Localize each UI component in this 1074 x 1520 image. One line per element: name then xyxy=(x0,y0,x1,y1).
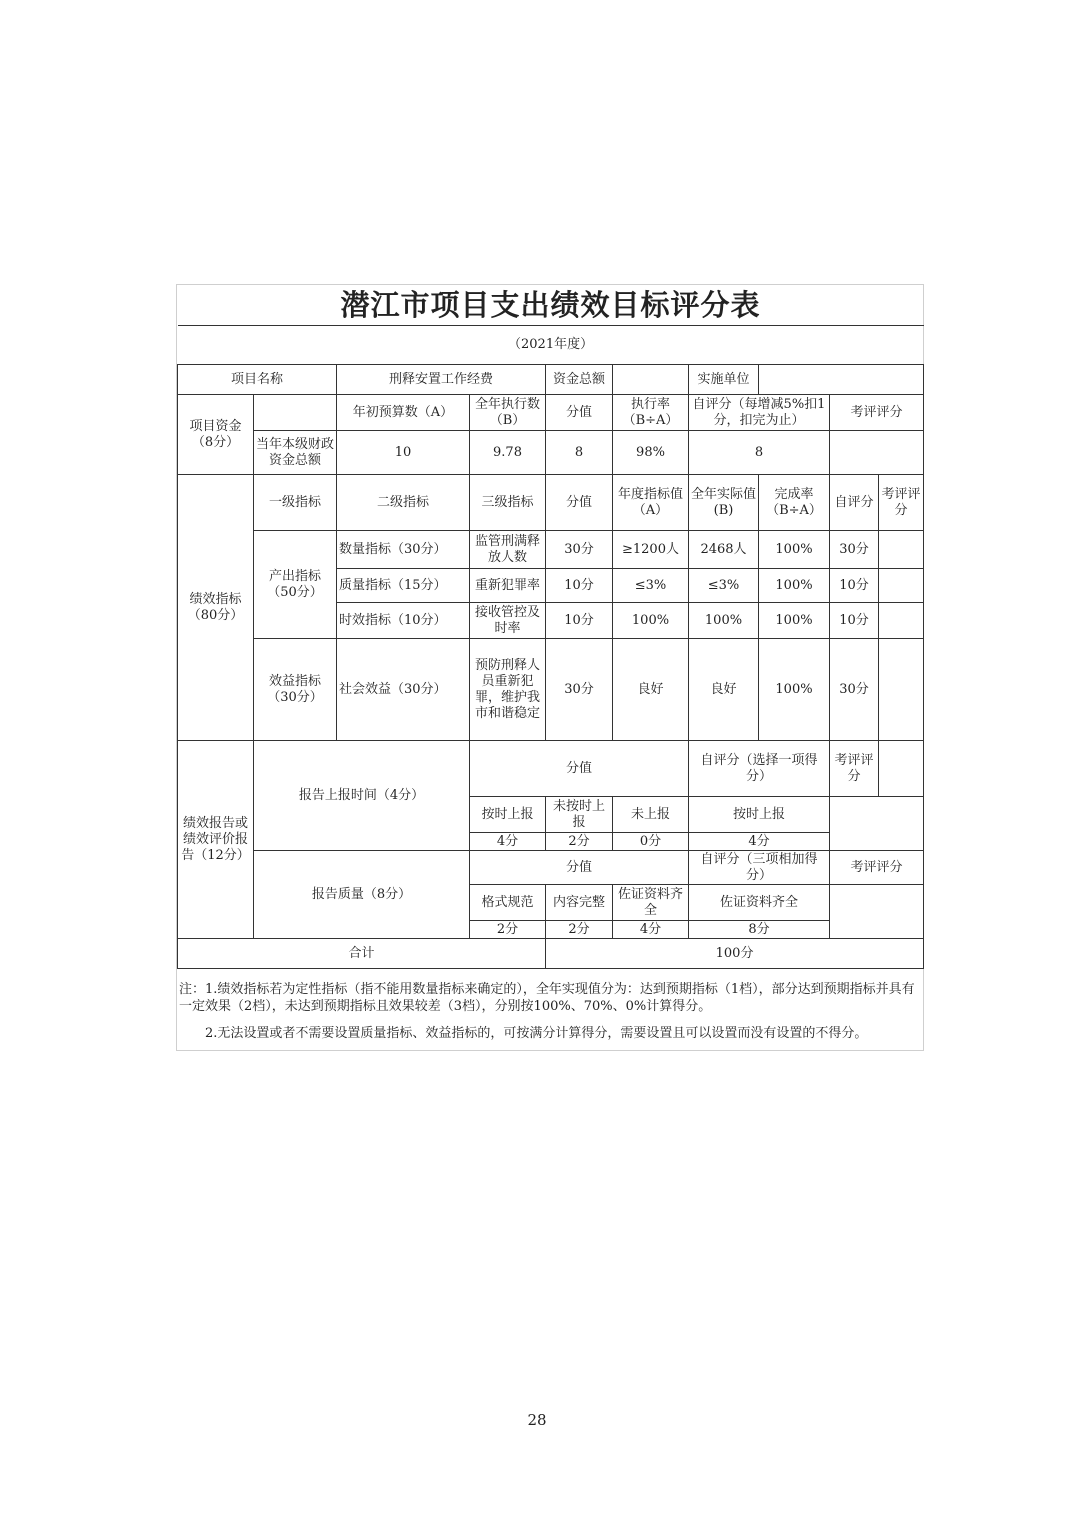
timing-option-score: 4分 xyxy=(470,833,546,851)
quality-option: 内容完整 xyxy=(546,885,613,921)
ind-rate: 100% xyxy=(759,603,830,639)
ind-level3: 接收管控及时率 xyxy=(470,603,546,639)
impl-unit-label: 实施单位 xyxy=(689,365,759,395)
table-row xyxy=(178,531,924,569)
ind-self: 30分 xyxy=(830,639,879,741)
ind-target: ≥1200人 xyxy=(613,531,689,569)
timing-review xyxy=(830,797,924,851)
ind-actual: 良好 xyxy=(689,639,759,741)
score-sheet xyxy=(176,284,924,1051)
ind-score: 30分 xyxy=(546,531,613,569)
report-timing-blank xyxy=(879,741,924,797)
note-2: 2.无法设置或者不需要设置质量指标、效益指标的，可按满分计算得分，需要设置且可以设置而没有设置的不得分。 xyxy=(205,1026,868,1041)
report-quality-label: 报告质量（8分） xyxy=(254,851,470,939)
ind-actual: 100% xyxy=(689,603,759,639)
timing-self-choice: 按时上报 xyxy=(689,797,830,833)
funds-b: 9.78 xyxy=(470,431,546,475)
ind-level3: 预防刑释人员重新犯罪，维护我市和谐稳定 xyxy=(470,639,546,741)
report-section-label: 绩效报告或绩效评价报告（12分） xyxy=(178,741,254,939)
ind-actual: 2468人 xyxy=(689,531,759,569)
report-quality-review-label: 考评评分 xyxy=(830,851,924,885)
indicators-section-label: 绩效指标（80分） xyxy=(178,475,254,741)
score-table xyxy=(177,285,924,969)
ind-h-actual: 全年实际值(B) xyxy=(689,475,759,531)
page-number: 28 xyxy=(527,1411,547,1429)
ind-h-level2: 二级指标 xyxy=(337,475,470,531)
ind-h-score: 分值 xyxy=(546,475,613,531)
ind-h-level3: 三级指标 xyxy=(470,475,546,531)
timing-option-score: 0分 xyxy=(613,833,689,851)
funds-rate: 98% xyxy=(613,431,689,475)
project-name-label: 项目名称 xyxy=(178,365,337,395)
sheet-year: （2021年度） xyxy=(178,326,924,365)
quality-option-score: 2分 xyxy=(470,921,546,939)
ind-rate: 100% xyxy=(759,569,830,603)
ind-actual: ≤3% xyxy=(689,569,759,603)
project-name: 刑释安置工作经费 xyxy=(337,365,546,395)
fund-total xyxy=(613,365,689,395)
notes xyxy=(177,969,923,1050)
report-timing-self-label: 自评分（选择一项得分） xyxy=(689,741,830,797)
ind-self: 10分 xyxy=(830,569,879,603)
ind-review xyxy=(879,603,924,639)
quality-option-score: 4分 xyxy=(613,921,689,939)
ind-rate: 100% xyxy=(759,639,830,741)
timing-option: 未按时上报 xyxy=(546,797,613,833)
quality-self-score: 8分 xyxy=(689,921,830,939)
ind-target: 100% xyxy=(613,603,689,639)
ind-self: 30分 xyxy=(830,531,879,569)
ind-rate: 100% xyxy=(759,531,830,569)
ind-self: 10分 xyxy=(830,603,879,639)
funds-self: 8 xyxy=(689,431,830,475)
ind-review xyxy=(879,531,924,569)
funds-row-label: 当年本级财政资金总额 xyxy=(254,431,337,475)
ind-target: 良好 xyxy=(613,639,689,741)
ind-level3: 监管刑满释放人数 xyxy=(470,531,546,569)
timing-option-score: 2分 xyxy=(546,833,613,851)
ind-h-target: 年度指标值（A） xyxy=(613,475,689,531)
quality-option: 格式规范 xyxy=(470,885,546,921)
funds-col-review: 考评评分 xyxy=(830,395,924,431)
impl-unit xyxy=(759,365,924,395)
total-label: 合计 xyxy=(178,939,546,969)
ind-level2: 数量指标（30分） xyxy=(337,531,470,569)
ind-h-self: 自评分 xyxy=(830,475,879,531)
report-timing-score-label: 分值 xyxy=(470,741,689,797)
report-quality-score-label: 分值 xyxy=(470,851,689,885)
funds-a: 10 xyxy=(337,431,470,475)
funds-score: 8 xyxy=(546,431,613,475)
ind-review xyxy=(879,569,924,603)
ind-level2: 质量指标（15分） xyxy=(337,569,470,603)
report-quality-self-label: 自评分（三项相加得分） xyxy=(689,851,830,885)
output-indicator-label: 产出指标（50分） xyxy=(254,531,337,639)
quality-option-score: 2分 xyxy=(546,921,613,939)
fund-total-label: 资金总额 xyxy=(546,365,613,395)
funds-blank xyxy=(254,395,337,431)
ind-h-rate: 完成率（B÷A） xyxy=(759,475,830,531)
ind-target: ≤3% xyxy=(613,569,689,603)
report-timing-review-label: 考评评分 xyxy=(830,741,879,797)
ind-score: 10分 xyxy=(546,603,613,639)
quality-option: 佐证资料齐全 xyxy=(613,885,689,921)
sheet-title: 潜江市项目支出绩效目标评分表 xyxy=(178,285,924,326)
total-value: 100分 xyxy=(546,939,924,969)
ind-level2: 社会效益（30分） xyxy=(337,639,470,741)
ind-score: 30分 xyxy=(546,639,613,741)
timing-option: 未上报 xyxy=(613,797,689,833)
ind-level3: 重新犯罪率 xyxy=(470,569,546,603)
ind-score: 10分 xyxy=(546,569,613,603)
timing-self-score: 4分 xyxy=(689,833,830,851)
note-1: 注：1.绩效指标若为定性指标（指不能用数量指标来确定的），全年实现值分为：达到预期指标（1档），部分达到预期指标并具有一定效果（2档），未达到预期指标且效果较差（3档），分别按100%、70%、0%计算得分。 xyxy=(179,982,915,1014)
ind-h-level1: 一级指标 xyxy=(254,475,337,531)
funds-review xyxy=(830,431,924,475)
funds-col-score: 分值 xyxy=(546,395,613,431)
funds-col-rate: 执行率（B÷A） xyxy=(613,395,689,431)
funds-section-label: 项目资金（8分） xyxy=(178,395,254,475)
ind-review xyxy=(879,639,924,741)
funds-col-self: 自评分（每增减5%扣1分，扣完为止） xyxy=(689,395,830,431)
funds-col-b: 全年执行数（B） xyxy=(470,395,546,431)
table-row xyxy=(178,639,924,741)
quality-self-choice: 佐证资料齐全 xyxy=(689,885,830,921)
quality-review xyxy=(830,885,924,939)
timing-option: 按时上报 xyxy=(470,797,546,833)
report-timing-label: 报告上报时间（4分） xyxy=(254,741,470,851)
ind-level2: 时效指标（10分） xyxy=(337,603,470,639)
ind-h-review: 考评评分 xyxy=(879,475,924,531)
funds-col-a: 年初预算数（A） xyxy=(337,395,470,431)
benefit-indicator-label: 效益指标（30分） xyxy=(254,639,337,741)
